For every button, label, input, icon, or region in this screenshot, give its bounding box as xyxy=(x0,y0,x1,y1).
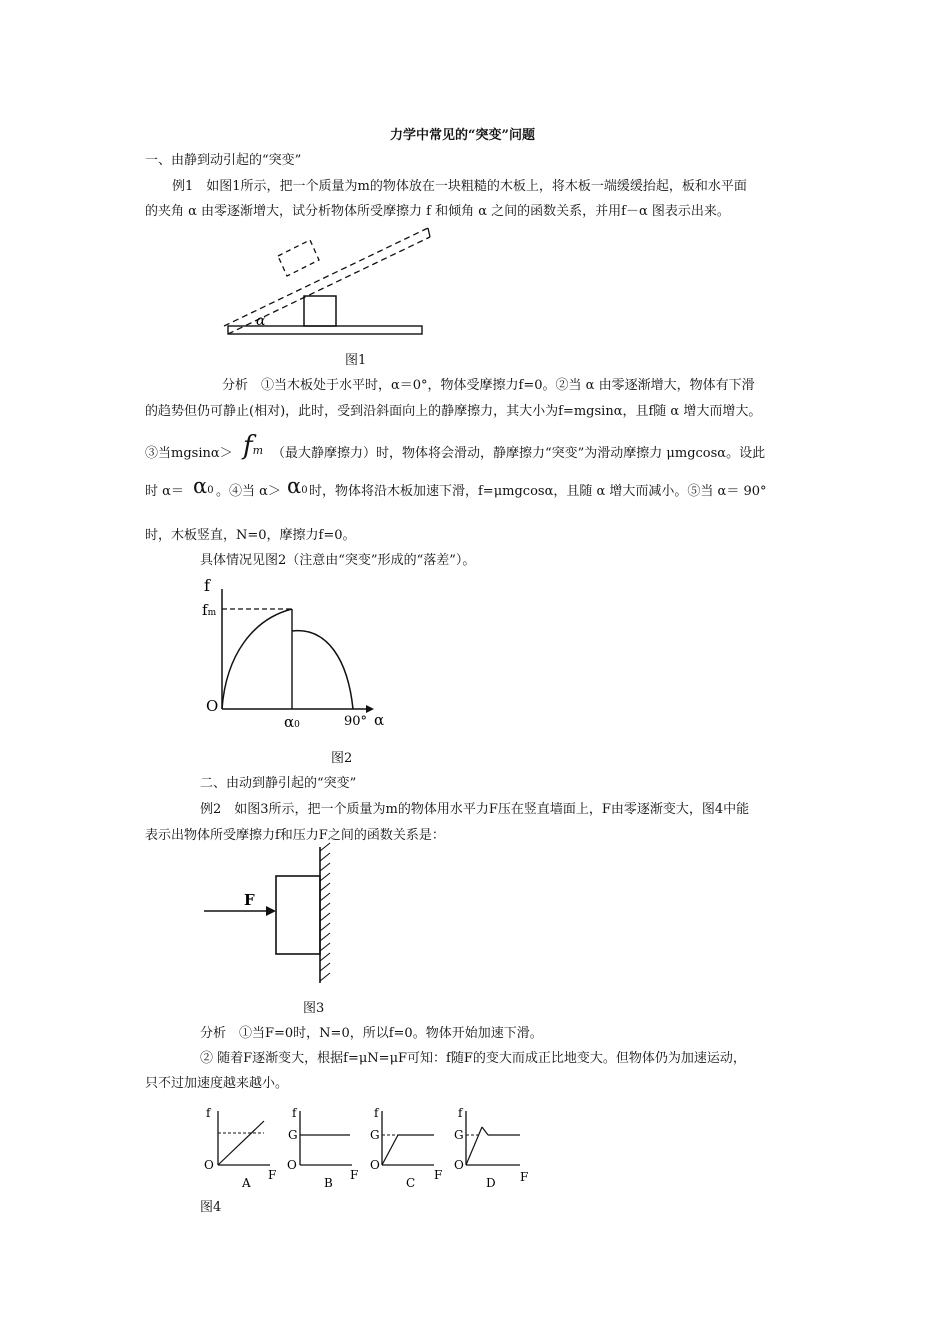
block-on-board xyxy=(304,296,336,326)
panel-c xyxy=(370,1106,442,1190)
symbol-alpha0: α0 xyxy=(193,474,214,498)
panel-c-x-label: F xyxy=(434,1168,443,1182)
figure4-caption: 图4 xyxy=(200,1200,222,1215)
analysis1-line1: 分析 ①当木板处于水平时，α＝0°，物体受摩擦力f=0。②当 α 由零逐渐增大，物体有下滑 xyxy=(222,378,755,393)
panel-d-id: D xyxy=(486,1176,496,1190)
example2-line1: 例2 如图3所示，把一个质量为m的物体用水平力F压在竖直墙面上，F由零逐渐变大，图4中能 xyxy=(200,802,750,817)
panel-b-y-label: f xyxy=(292,1106,297,1120)
kinetic-friction-curve xyxy=(292,631,353,709)
analysis1-line4-end: 时，物体将沿木板加速下滑，f=μmgcosα，且随 α 增大而减小。⑤当 α＝ 90° xyxy=(309,484,767,499)
panel-a xyxy=(204,1106,276,1190)
panel-a-y-label: f xyxy=(206,1106,211,1120)
y-axis-label: f xyxy=(204,576,210,595)
panel-a-id: A xyxy=(242,1176,251,1190)
wall-hatching xyxy=(320,843,330,981)
panel-d-y-label: f xyxy=(458,1106,463,1120)
figure3-caption: 图3 xyxy=(303,1001,325,1016)
panel-d xyxy=(454,1106,528,1190)
alpha0-label: α0 xyxy=(284,713,300,731)
fm-label: fm xyxy=(202,601,217,619)
figure4-options xyxy=(198,1103,538,1193)
panel-d-g-label: G xyxy=(454,1128,464,1142)
figure3-wall-diagram xyxy=(200,843,340,988)
page-title: 力学中常见的“突变”问题 xyxy=(390,128,535,143)
figure1-incline-diagram xyxy=(220,222,430,342)
panel-a-origin: O xyxy=(204,1158,214,1172)
section2-heading: 二、由动到静引起的“突变” xyxy=(200,776,357,791)
panel-b-id: B xyxy=(324,1176,333,1190)
example2-line2: 表示出物体所受摩擦力f和压力F之间的函数关系是： xyxy=(145,828,445,843)
analysis2-line2: ② 随着F逐渐变大，根据f=μN=μF可知：f随F的变大而成正比地变大。但物体仍为加速运动， xyxy=(200,1051,746,1066)
panel-b-x-label: F xyxy=(350,1168,359,1182)
force-label: F xyxy=(244,891,255,909)
analysis2-line3: 只不过加速度越来越小。 xyxy=(145,1076,289,1091)
ninety-label: 90° xyxy=(344,714,368,729)
panel-b-origin: O xyxy=(287,1158,297,1172)
figure1-caption: 图1 xyxy=(345,353,367,368)
panel-c-id: C xyxy=(406,1176,416,1190)
panel-d-x-label: F xyxy=(520,1170,529,1184)
origin-label: O xyxy=(206,697,219,715)
angle-label: α xyxy=(256,313,266,329)
analysis1-line4-start: 时 α＝ xyxy=(145,484,184,499)
block-on-incline xyxy=(278,240,319,276)
panel-c-y-label: f xyxy=(374,1106,379,1120)
force-arrow-head xyxy=(266,906,276,916)
example1-line2: 的夹角 α 由零逐渐增大，试分析物体所受摩擦力 f 和倾角 α 之间的函数关系，并用f－α 图表示出来。 xyxy=(145,204,730,219)
symbol-alpha0-2: α0 xyxy=(287,474,308,498)
symbol-fm: fm xyxy=(243,431,264,461)
analysis1-line3-start: ③当mgsinα＞ xyxy=(145,446,233,461)
analysis1-line2: 的趋势但仍可静止(相对)，此时，受到沿斜面向上的静摩擦力，其大小为f=mgsinα，且f随 α 增大而增大。 xyxy=(145,404,762,419)
analysis1-line3-end: （最大静摩擦力）时，物体将会滑动，静摩擦力“突变”为滑动摩擦力 μmgcosα。设此 xyxy=(272,446,766,461)
analysis1-line4-mid: 。④当 α＞ xyxy=(216,484,281,499)
figure2-caption: 图2 xyxy=(331,751,353,766)
panel-a-x-label: F xyxy=(268,1168,277,1182)
analysis2-line1: 分析 ①当F=0时，N=0，所以f=0。物体开始加速下滑。 xyxy=(200,1026,543,1041)
x-axis-label: α xyxy=(374,711,385,729)
static-friction-curve xyxy=(222,609,292,709)
section1-heading: 一、由静到动引起的“突变” xyxy=(145,153,302,168)
panel-b-g-label: G xyxy=(288,1128,298,1142)
example1-line1: 例1 如图1所示，把一个质量为m的物体放在一块粗糙的木板上，将木板一端缓缓抬起，板和水平面 xyxy=(172,179,747,194)
analysis1-line5: 时，木板竖直，N=0，摩擦力f=0。 xyxy=(145,528,356,543)
panel-c-g-label: G xyxy=(370,1128,380,1142)
panel-b xyxy=(287,1106,358,1190)
panel-c-origin: O xyxy=(370,1158,380,1172)
figure2-graph xyxy=(198,575,398,735)
block xyxy=(276,876,320,954)
analysis1-line6: 具体情况见图2（注意由“突变”形成的“落差”）。 xyxy=(200,553,476,568)
panel-d-origin: O xyxy=(454,1158,464,1172)
incline-board-upper-edge xyxy=(224,228,428,326)
x-axis-arrow xyxy=(366,705,374,713)
